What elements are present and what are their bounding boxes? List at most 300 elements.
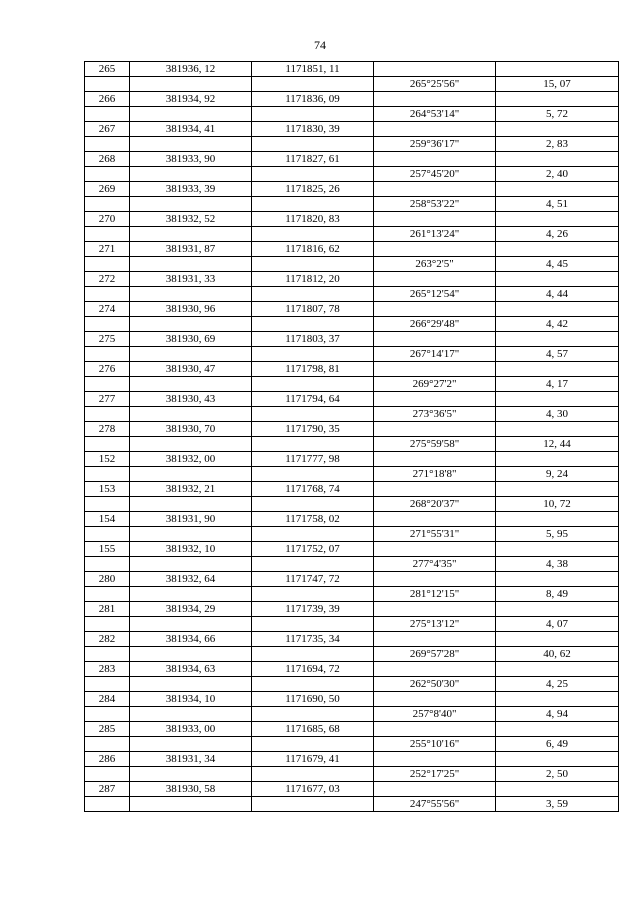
direction-angle-cell: 264°53'14" xyxy=(374,107,496,122)
x-coordinate-cell: 381931, 33 xyxy=(130,272,252,287)
segment-row xyxy=(85,167,619,182)
point-id-cell: 154 xyxy=(85,512,130,527)
point-row xyxy=(85,392,619,407)
y-coordinate-cell: 1171798, 81 xyxy=(252,362,374,377)
point-row xyxy=(85,302,619,317)
x-coordinate-cell: 381930, 58 xyxy=(130,782,252,797)
empty-cell xyxy=(252,407,374,422)
empty-cell xyxy=(85,287,130,302)
empty-cell xyxy=(496,512,619,527)
segment-length-cell: 4, 30 xyxy=(496,407,619,422)
point-id-cell: 274 xyxy=(85,302,130,317)
x-coordinate-cell: 381931, 90 xyxy=(130,512,252,527)
segment-row xyxy=(85,527,619,542)
empty-cell xyxy=(252,347,374,362)
point-row xyxy=(85,332,619,347)
segment-row xyxy=(85,347,619,362)
x-coordinate-cell: 381933, 90 xyxy=(130,152,252,167)
empty-cell xyxy=(374,212,496,227)
point-row xyxy=(85,602,619,617)
y-coordinate-cell: 1171836, 09 xyxy=(252,92,374,107)
empty-cell xyxy=(374,392,496,407)
y-coordinate-cell: 1171816, 62 xyxy=(252,242,374,257)
empty-cell xyxy=(85,437,130,452)
segment-length-cell: 40, 62 xyxy=(496,647,619,662)
empty-cell xyxy=(252,737,374,752)
y-coordinate-cell: 1171827, 61 xyxy=(252,152,374,167)
point-id-cell: 265 xyxy=(85,62,130,77)
direction-angle-cell: 268°20'37" xyxy=(374,497,496,512)
empty-cell xyxy=(252,467,374,482)
segment-row xyxy=(85,137,619,152)
empty-cell xyxy=(252,647,374,662)
segment-length-cell: 4, 57 xyxy=(496,347,619,362)
empty-cell xyxy=(130,467,252,482)
empty-cell xyxy=(374,302,496,317)
empty-cell xyxy=(496,602,619,617)
y-coordinate-cell: 1171679, 41 xyxy=(252,752,374,767)
point-row xyxy=(85,512,619,527)
x-coordinate-cell: 381932, 64 xyxy=(130,572,252,587)
empty-cell xyxy=(130,587,252,602)
y-coordinate-cell: 1171690, 50 xyxy=(252,692,374,707)
segment-length-cell: 4, 17 xyxy=(496,377,619,392)
empty-cell xyxy=(374,182,496,197)
empty-cell xyxy=(374,242,496,257)
y-coordinate-cell: 1171747, 72 xyxy=(252,572,374,587)
segment-row xyxy=(85,677,619,692)
x-coordinate-cell: 381932, 21 xyxy=(130,482,252,497)
point-row xyxy=(85,572,619,587)
empty-cell xyxy=(130,227,252,242)
segment-length-cell: 2, 40 xyxy=(496,167,619,182)
empty-cell xyxy=(496,242,619,257)
empty-cell xyxy=(85,407,130,422)
empty-cell xyxy=(496,572,619,587)
empty-cell xyxy=(130,617,252,632)
point-row xyxy=(85,722,619,737)
empty-cell xyxy=(496,542,619,557)
empty-cell xyxy=(496,782,619,797)
x-coordinate-cell: 381932, 00 xyxy=(130,452,252,467)
point-id-cell: 287 xyxy=(85,782,130,797)
segment-length-cell: 4, 26 xyxy=(496,227,619,242)
empty-cell xyxy=(496,62,619,77)
segment-row xyxy=(85,317,619,332)
direction-angle-cell: 255°10'16" xyxy=(374,737,496,752)
x-coordinate-cell: 381930, 43 xyxy=(130,392,252,407)
empty-cell xyxy=(130,527,252,542)
y-coordinate-cell: 1171825, 26 xyxy=(252,182,374,197)
y-coordinate-cell: 1171794, 64 xyxy=(252,392,374,407)
y-coordinate-cell: 1171812, 20 xyxy=(252,272,374,287)
empty-cell xyxy=(85,107,130,122)
empty-cell xyxy=(252,257,374,272)
empty-cell xyxy=(374,482,496,497)
segment-row xyxy=(85,407,619,422)
y-coordinate-cell: 1171851, 11 xyxy=(252,62,374,77)
empty-cell xyxy=(252,677,374,692)
empty-cell xyxy=(85,467,130,482)
empty-cell xyxy=(374,572,496,587)
y-coordinate-cell: 1171735, 34 xyxy=(252,632,374,647)
empty-cell xyxy=(252,317,374,332)
point-id-cell: 276 xyxy=(85,362,130,377)
empty-cell xyxy=(374,782,496,797)
empty-cell xyxy=(130,77,252,92)
direction-angle-cell: 271°18'8" xyxy=(374,467,496,482)
y-coordinate-cell: 1171685, 68 xyxy=(252,722,374,737)
empty-cell xyxy=(130,437,252,452)
x-coordinate-cell: 381934, 66 xyxy=(130,632,252,647)
empty-cell xyxy=(85,377,130,392)
y-coordinate-cell: 1171777, 98 xyxy=(252,452,374,467)
point-id-cell: 272 xyxy=(85,272,130,287)
segment-length-cell: 6, 49 xyxy=(496,737,619,752)
empty-cell xyxy=(374,692,496,707)
point-id-cell: 278 xyxy=(85,422,130,437)
empty-cell xyxy=(252,707,374,722)
empty-cell xyxy=(85,197,130,212)
empty-cell xyxy=(374,662,496,677)
segment-row xyxy=(85,287,619,302)
segment-row xyxy=(85,557,619,572)
segment-length-cell: 4, 42 xyxy=(496,317,619,332)
point-id-cell: 152 xyxy=(85,452,130,467)
empty-cell xyxy=(374,422,496,437)
empty-cell xyxy=(496,302,619,317)
empty-cell xyxy=(252,437,374,452)
x-coordinate-cell: 381930, 70 xyxy=(130,422,252,437)
empty-cell xyxy=(130,347,252,362)
x-coordinate-cell: 381932, 10 xyxy=(130,542,252,557)
empty-cell xyxy=(130,797,252,812)
direction-angle-cell: 275°13'12" xyxy=(374,617,496,632)
empty-cell xyxy=(130,497,252,512)
segment-length-cell: 4, 25 xyxy=(496,677,619,692)
segment-length-cell: 4, 38 xyxy=(496,557,619,572)
point-row xyxy=(85,452,619,467)
point-row xyxy=(85,662,619,677)
x-coordinate-cell: 381934, 41 xyxy=(130,122,252,137)
point-id-cell: 285 xyxy=(85,722,130,737)
empty-cell xyxy=(374,542,496,557)
point-row xyxy=(85,542,619,557)
point-id-cell: 268 xyxy=(85,152,130,167)
segment-row xyxy=(85,587,619,602)
empty-cell xyxy=(85,527,130,542)
empty-cell xyxy=(496,752,619,767)
segment-row xyxy=(85,437,619,452)
segment-length-cell: 10, 72 xyxy=(496,497,619,512)
segment-length-cell: 9, 24 xyxy=(496,467,619,482)
y-coordinate-cell: 1171694, 72 xyxy=(252,662,374,677)
empty-cell xyxy=(130,167,252,182)
x-coordinate-cell: 381936, 12 xyxy=(130,62,252,77)
empty-cell xyxy=(374,152,496,167)
x-coordinate-cell: 381930, 96 xyxy=(130,302,252,317)
point-id-cell: 269 xyxy=(85,182,130,197)
point-id-cell: 277 xyxy=(85,392,130,407)
y-coordinate-cell: 1171677, 03 xyxy=(252,782,374,797)
point-row xyxy=(85,242,619,257)
segment-row xyxy=(85,377,619,392)
empty-cell xyxy=(496,362,619,377)
segment-row xyxy=(85,647,619,662)
direction-angle-cell: 259°36'17" xyxy=(374,137,496,152)
direction-angle-cell: 257°45'20" xyxy=(374,167,496,182)
point-row xyxy=(85,482,619,497)
direction-angle-cell: 258°53'22" xyxy=(374,197,496,212)
segment-length-cell: 5, 95 xyxy=(496,527,619,542)
point-row xyxy=(85,362,619,377)
empty-cell xyxy=(496,692,619,707)
empty-cell xyxy=(496,482,619,497)
point-id-cell: 271 xyxy=(85,242,130,257)
empty-cell xyxy=(130,767,252,782)
y-coordinate-cell: 1171752, 07 xyxy=(252,542,374,557)
empty-cell xyxy=(130,197,252,212)
coordinates-table xyxy=(84,61,619,812)
segment-row xyxy=(85,797,619,812)
empty-cell xyxy=(374,452,496,467)
empty-cell xyxy=(85,497,130,512)
empty-cell xyxy=(252,587,374,602)
point-id-cell: 286 xyxy=(85,752,130,767)
point-row xyxy=(85,212,619,227)
point-row xyxy=(85,692,619,707)
direction-angle-cell: 247°55'56" xyxy=(374,797,496,812)
direction-angle-cell: 265°12'54" xyxy=(374,287,496,302)
point-id-cell: 267 xyxy=(85,122,130,137)
segment-row xyxy=(85,227,619,242)
point-row xyxy=(85,92,619,107)
point-id-cell: 270 xyxy=(85,212,130,227)
point-id-cell: 266 xyxy=(85,92,130,107)
y-coordinate-cell: 1171739, 39 xyxy=(252,602,374,617)
empty-cell xyxy=(85,167,130,182)
empty-cell xyxy=(496,422,619,437)
empty-cell xyxy=(252,497,374,512)
segment-row xyxy=(85,617,619,632)
segment-row xyxy=(85,197,619,212)
segment-length-cell: 12, 44 xyxy=(496,437,619,452)
y-coordinate-cell: 1171830, 39 xyxy=(252,122,374,137)
empty-cell xyxy=(496,452,619,467)
empty-cell xyxy=(496,92,619,107)
point-id-cell: 153 xyxy=(85,482,130,497)
x-coordinate-cell: 381931, 87 xyxy=(130,242,252,257)
empty-cell xyxy=(496,152,619,167)
empty-cell xyxy=(374,602,496,617)
direction-angle-cell: 262°50'30" xyxy=(374,677,496,692)
direction-angle-cell: 265°25'56" xyxy=(374,77,496,92)
empty-cell xyxy=(252,557,374,572)
direction-angle-cell: 252°17'25" xyxy=(374,767,496,782)
y-coordinate-cell: 1171820, 83 xyxy=(252,212,374,227)
point-row xyxy=(85,272,619,287)
y-coordinate-cell: 1171803, 37 xyxy=(252,332,374,347)
segment-length-cell: 3, 59 xyxy=(496,797,619,812)
empty-cell xyxy=(374,92,496,107)
empty-cell xyxy=(374,272,496,287)
empty-cell xyxy=(130,647,252,662)
empty-cell xyxy=(130,737,252,752)
empty-cell xyxy=(130,107,252,122)
empty-cell xyxy=(496,722,619,737)
segment-row xyxy=(85,107,619,122)
empty-cell xyxy=(252,287,374,302)
direction-angle-cell: 263°2'5" xyxy=(374,257,496,272)
direction-angle-cell: 281°12'15" xyxy=(374,587,496,602)
point-row xyxy=(85,632,619,647)
empty-cell xyxy=(85,347,130,362)
x-coordinate-cell: 381934, 10 xyxy=(130,692,252,707)
empty-cell xyxy=(130,257,252,272)
empty-cell xyxy=(496,392,619,407)
empty-cell xyxy=(85,707,130,722)
segment-length-cell: 4, 51 xyxy=(496,197,619,212)
coordinates-table-body xyxy=(85,62,619,812)
segment-length-cell: 2, 50 xyxy=(496,767,619,782)
direction-angle-cell: 257°8'40" xyxy=(374,707,496,722)
direction-angle-cell: 277°4'35" xyxy=(374,557,496,572)
x-coordinate-cell: 381930, 69 xyxy=(130,332,252,347)
empty-cell xyxy=(85,227,130,242)
empty-cell xyxy=(85,317,130,332)
empty-cell xyxy=(496,212,619,227)
empty-cell xyxy=(496,272,619,287)
segment-row xyxy=(85,467,619,482)
empty-cell xyxy=(85,257,130,272)
empty-cell xyxy=(374,722,496,737)
x-coordinate-cell: 381933, 39 xyxy=(130,182,252,197)
empty-cell xyxy=(252,137,374,152)
empty-cell xyxy=(85,797,130,812)
empty-cell xyxy=(130,137,252,152)
empty-cell xyxy=(130,377,252,392)
x-coordinate-cell: 381934, 29 xyxy=(130,602,252,617)
y-coordinate-cell: 1171768, 74 xyxy=(252,482,374,497)
empty-cell xyxy=(496,182,619,197)
empty-cell xyxy=(130,557,252,572)
empty-cell xyxy=(252,527,374,542)
y-coordinate-cell: 1171758, 02 xyxy=(252,512,374,527)
empty-cell xyxy=(252,767,374,782)
segment-length-cell: 4, 07 xyxy=(496,617,619,632)
empty-cell xyxy=(252,227,374,242)
empty-cell xyxy=(85,677,130,692)
point-id-cell: 281 xyxy=(85,602,130,617)
point-row xyxy=(85,122,619,137)
empty-cell xyxy=(496,632,619,647)
empty-cell xyxy=(496,332,619,347)
segment-row xyxy=(85,707,619,722)
empty-cell xyxy=(252,167,374,182)
point-id-cell: 275 xyxy=(85,332,130,347)
direction-angle-cell: 266°29'48" xyxy=(374,317,496,332)
direction-angle-cell: 269°57'28" xyxy=(374,647,496,662)
empty-cell xyxy=(252,797,374,812)
empty-cell xyxy=(85,587,130,602)
empty-cell xyxy=(85,737,130,752)
empty-cell xyxy=(496,662,619,677)
point-row xyxy=(85,752,619,767)
page-number: 74 xyxy=(314,38,326,52)
segment-length-cell: 5, 72 xyxy=(496,107,619,122)
x-coordinate-cell: 381931, 34 xyxy=(130,752,252,767)
segment-row xyxy=(85,257,619,272)
direction-angle-cell: 275°59'58" xyxy=(374,437,496,452)
empty-cell xyxy=(85,647,130,662)
empty-cell xyxy=(130,677,252,692)
direction-angle-cell: 269°27'2" xyxy=(374,377,496,392)
segment-row xyxy=(85,737,619,752)
point-id-cell: 283 xyxy=(85,662,130,677)
segment-row xyxy=(85,497,619,512)
y-coordinate-cell: 1171790, 35 xyxy=(252,422,374,437)
empty-cell xyxy=(252,107,374,122)
segment-length-cell: 15, 07 xyxy=(496,77,619,92)
empty-cell xyxy=(252,377,374,392)
point-id-cell: 280 xyxy=(85,572,130,587)
empty-cell xyxy=(374,332,496,347)
point-row xyxy=(85,422,619,437)
empty-cell xyxy=(374,122,496,137)
point-row xyxy=(85,782,619,797)
empty-cell xyxy=(374,632,496,647)
empty-cell xyxy=(374,512,496,527)
x-coordinate-cell: 381934, 63 xyxy=(130,662,252,677)
segment-length-cell: 8, 49 xyxy=(496,587,619,602)
empty-cell xyxy=(130,407,252,422)
segment-row xyxy=(85,767,619,782)
empty-cell xyxy=(496,122,619,137)
empty-cell xyxy=(374,362,496,377)
empty-cell xyxy=(85,617,130,632)
empty-cell xyxy=(85,77,130,92)
point-row xyxy=(85,62,619,77)
empty-cell xyxy=(252,197,374,212)
direction-angle-cell: 273°36'5" xyxy=(374,407,496,422)
x-coordinate-cell: 381932, 52 xyxy=(130,212,252,227)
segment-length-cell: 4, 45 xyxy=(496,257,619,272)
empty-cell xyxy=(85,557,130,572)
point-row xyxy=(85,182,619,197)
direction-angle-cell: 271°55'31" xyxy=(374,527,496,542)
empty-cell xyxy=(374,62,496,77)
point-id-cell: 284 xyxy=(85,692,130,707)
empty-cell xyxy=(252,77,374,92)
empty-cell xyxy=(374,752,496,767)
x-coordinate-cell: 381930, 47 xyxy=(130,362,252,377)
segment-length-cell: 2, 83 xyxy=(496,137,619,152)
empty-cell xyxy=(130,287,252,302)
point-id-cell: 155 xyxy=(85,542,130,557)
segment-row xyxy=(85,77,619,92)
segment-length-cell: 4, 94 xyxy=(496,707,619,722)
empty-cell xyxy=(252,617,374,632)
direction-angle-cell: 261°13'24" xyxy=(374,227,496,242)
point-id-cell: 282 xyxy=(85,632,130,647)
x-coordinate-cell: 381933, 00 xyxy=(130,722,252,737)
direction-angle-cell: 267°14'17" xyxy=(374,347,496,362)
empty-cell xyxy=(85,137,130,152)
segment-length-cell: 4, 44 xyxy=(496,287,619,302)
empty-cell xyxy=(130,707,252,722)
y-coordinate-cell: 1171807, 78 xyxy=(252,302,374,317)
empty-cell xyxy=(130,317,252,332)
